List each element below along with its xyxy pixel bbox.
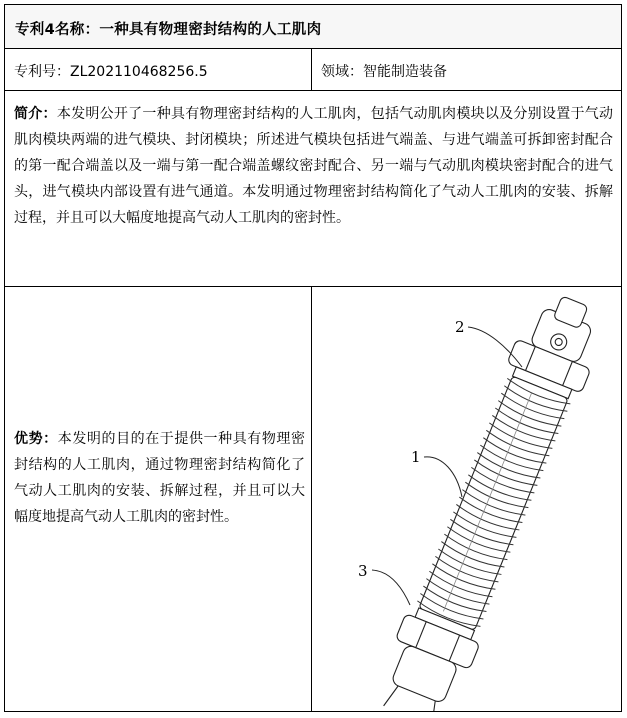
advantage-text: 本发明的目的在于提供一种具有物理密封结构的人工肌肉，通过物理密封结构简化了气动人工肌肉的安装、拆解过程，并且可以大幅度地提高气动人工肌肉的密封性。: [14, 431, 306, 525]
bellows: [415, 375, 572, 632]
field-cell: [312, 49, 621, 90]
summary-label: 简介：: [14, 106, 57, 122]
leader-line-1: [424, 457, 462, 497]
patent-number-label: 专利号：: [14, 64, 70, 80]
leader-line-3: [372, 570, 410, 605]
muscle-body: [371, 287, 613, 711]
patent-number-cell: [5, 49, 312, 90]
title-row: [5, 5, 621, 49]
patent-table: [4, 4, 622, 712]
summary-paragraph: [14, 101, 613, 231]
field: [321, 61, 447, 81]
part-label-1: 1: [411, 448, 421, 466]
field-label: 领域：: [321, 64, 363, 80]
part-label-3: 3: [358, 562, 368, 580]
patent-number-value: ZL202110468256.5: [70, 64, 208, 80]
advantage-cell: [5, 287, 312, 711]
advantage-paragraph: [14, 426, 305, 530]
summary-row: [5, 91, 621, 287]
patent-number: [14, 61, 208, 81]
field-value: 智能制造装备: [363, 64, 447, 80]
part-label-2: 2: [455, 318, 465, 336]
figure-cell: [312, 287, 621, 711]
info-row: [5, 49, 621, 91]
patent-title: 专利4名称：一种具有物理密封结构的人工肌肉: [15, 22, 322, 38]
advantage-row: [5, 287, 621, 711]
summary-text: 本发明公开了一种具有物理密封结构的人工肌肉，包括气动肌肉模块以及分别设置于气动肌肉模块两端的进气模块、封闭模块；所述进气模块包括进气端盖、与进气端盖可拆卸密封配合的第一配合端盖以及一端与第一配合端盖螺纹密封配合、另一端与气动肌肉模块密封配合的进气头，进气模块内部设置有进气通道。本发明通过物理密封结构简化了气动人工肌肉的安装、拆解过程，并且可以大幅度地提高气动人工肌肉的密封性。: [14, 106, 614, 226]
artificial-muscle-drawing: [312, 287, 622, 711]
advantage-label: 优势：: [14, 431, 58, 447]
